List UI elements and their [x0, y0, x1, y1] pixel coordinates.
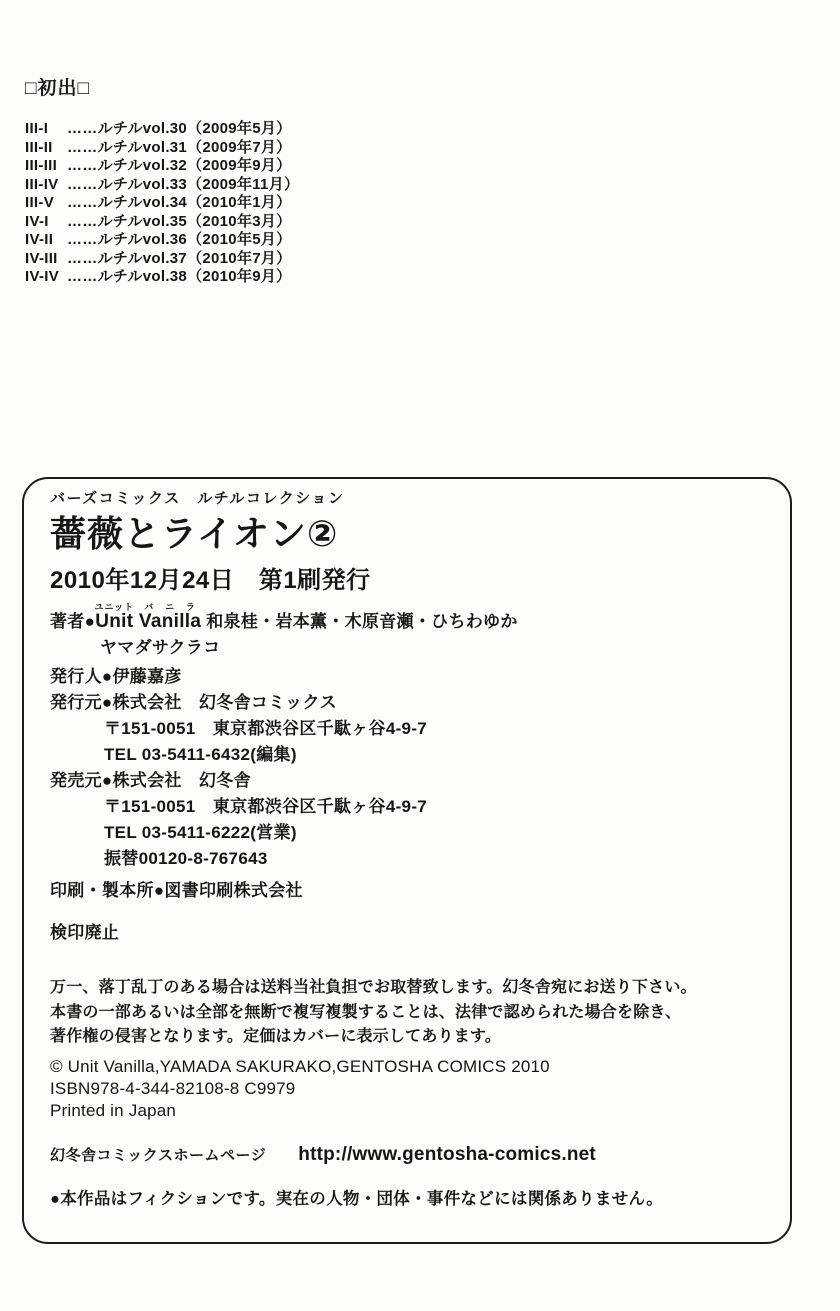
author-vanilla: Vanillaバニラ	[138, 602, 202, 632]
publisher-person-row	[50, 664, 764, 690]
list-item	[25, 268, 299, 287]
inspection-note: 検印廃止	[50, 923, 120, 942]
book-title: 薔薇とライオン②	[50, 513, 339, 554]
chapter-number: IV-I	[25, 212, 49, 230]
imprint-line: バーズコミックス ルチルコレクション	[50, 490, 345, 507]
author-names: 和泉桂・岩本薫・木原音瀬・ひちわゆか	[201, 612, 518, 631]
chapter-source: ……ルチルvol.37（2010年7月）	[67, 249, 292, 267]
distributor-value: 株式会社 幻冬舎	[112, 771, 251, 790]
homepage-url: http://www.gentosha-comics.net	[298, 1143, 596, 1165]
bullet-icon: ●	[101, 667, 113, 686]
publisher-row	[50, 690, 764, 716]
bullet-icon: ●	[153, 881, 165, 900]
print-date: 2010年12月24日 第1刷発行	[50, 567, 371, 594]
chapter-source: ……ルチルvol.30（2009年5月）	[67, 120, 292, 137]
chapter-number: III-IV	[25, 175, 59, 193]
chapter-source: ……ルチルvol.33（2009年11月）	[67, 175, 300, 193]
list-item	[25, 157, 299, 176]
bullet-icon: ●	[50, 1189, 61, 1208]
disclaimer-line: 本書の一部あるいは全部を無断で複写複製することは、法律で認められた場合を除き、	[50, 1003, 682, 1021]
publisher-address: 〒151-0051 東京都渋谷区千駄ヶ谷4-9-7	[104, 719, 428, 738]
homepage-row	[50, 1142, 764, 1169]
homepage-label: 幻冬舎コミックスホームページ	[50, 1146, 267, 1164]
publisher-person-value: 伊藤嘉彦	[112, 667, 182, 686]
chapter-number: IV-III	[25, 249, 58, 267]
chapter-number: IV-II	[25, 231, 54, 248]
list-item	[25, 250, 299, 269]
distributor-address: 〒151-0051 東京都渋谷区千駄ヶ谷4-9-7	[104, 797, 428, 816]
chapter-number: IV-IV	[25, 268, 60, 285]
printer-label: 印刷・製本所	[50, 881, 154, 900]
chapter-source: ……ルチルvol.34（2010年1月）	[67, 194, 292, 211]
printed-in-line: Printed in Japan	[50, 1100, 177, 1120]
list-item	[25, 176, 299, 195]
chapter-number: III-V	[25, 194, 55, 211]
fiction-notice	[50, 1187, 764, 1211]
furigana: バニラ	[138, 602, 202, 612]
colophon-box	[22, 477, 792, 1244]
author-row	[50, 602, 764, 635]
chapter-number: III-II	[25, 138, 53, 156]
copyright-block	[50, 1056, 764, 1122]
first-publication-section	[25, 73, 299, 287]
author-unit: Unitユニット	[94, 602, 135, 632]
copyright-line: © Unit Vanilla,YAMADA SAKURAKO,GENTOSHA COMICS 2010	[50, 1056, 550, 1076]
bullet-icon: ●	[101, 771, 113, 790]
chapter-source: ……ルチルvol.32（2009年9月）	[67, 157, 292, 174]
bullet-icon: ●	[84, 612, 96, 631]
list-item	[25, 231, 299, 250]
chapter-source: ……ルチルvol.31（2009年7月）	[67, 138, 292, 156]
printer-row	[50, 878, 764, 904]
first-publication-header: □初出□	[25, 78, 90, 99]
list-item	[25, 120, 299, 139]
chapter-number: III-III	[25, 157, 58, 174]
fiction-notice-text: 本作品はフィクションです。実在の人物・団体・事件などには関係ありません。	[60, 1189, 664, 1208]
publisher-label: 発行元	[50, 693, 102, 712]
chapter-source: ……ルチルvol.38（2010年9月）	[67, 268, 292, 285]
publisher-value: 株式会社 幻冬舎コミックス	[112, 693, 337, 712]
bullet-icon: ●	[101, 693, 113, 712]
list-item	[25, 213, 299, 232]
chapter-number: III-I	[25, 120, 49, 137]
author-names-line2: ヤマダサクラコ	[100, 638, 221, 657]
publisher-person-label: 発行人	[50, 667, 102, 686]
distributor-label: 発売元	[50, 771, 102, 790]
list-item	[25, 139, 299, 158]
publisher-tel: TEL 03-5411-6432(編集)	[104, 745, 297, 764]
chapter-source: ……ルチルvol.35（2010年3月）	[67, 212, 292, 230]
list-item	[25, 194, 299, 213]
furigana: ユニット	[94, 602, 135, 612]
isbn-line: ISBN978-4-344-82108-8 C9979	[50, 1078, 296, 1098]
disclaimer	[50, 976, 764, 1050]
printer-value: 図書印刷株式会社	[164, 881, 303, 900]
distributor-row	[50, 768, 764, 794]
first-publication-list	[25, 120, 299, 287]
disclaimer-line: 著作権の侵害となります。定価はカバーに表示してあります。	[50, 1028, 502, 1045]
chapter-source: ……ルチルvol.36（2010年5月）	[67, 231, 292, 248]
author-label: 著者	[50, 612, 85, 631]
disclaimer-line: 万一、落丁乱丁のある場合は送料当社負担でお取替致します。幻冬舎宛にお送り下さい。	[50, 979, 697, 996]
distributor-postal-transfer: 振替00120-8-767643	[104, 849, 268, 868]
distributor-tel: TEL 03-5411-6222(営業)	[104, 823, 297, 842]
